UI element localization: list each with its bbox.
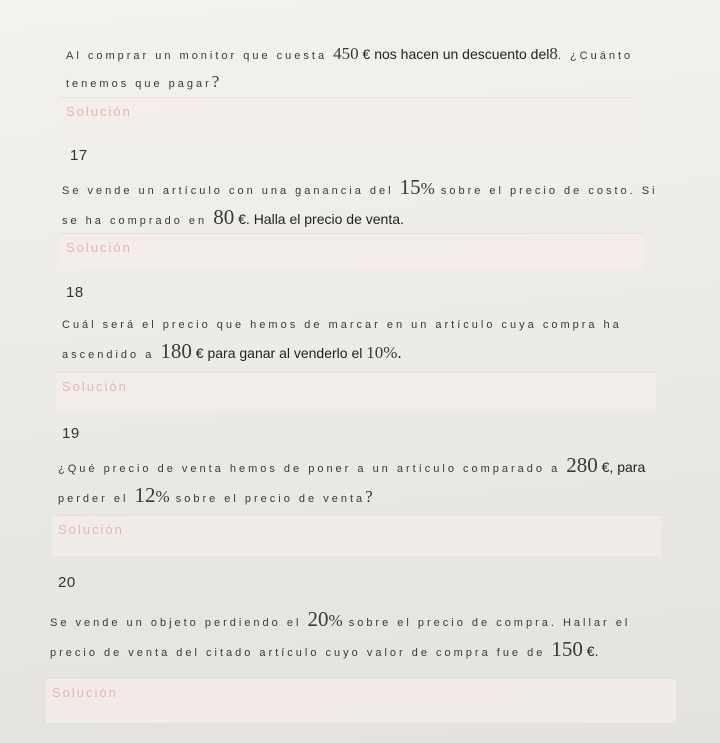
problem-text: Se vende un objeto perdiendo el 20% sobre el precio de compra. Hallar el precio de venta del citado artículo cuyo valor de compra fue de 150 €. (50, 607, 631, 661)
exercise-number: 19 (62, 425, 80, 442)
solution-label: Solución (66, 104, 132, 119)
solution-label: Solución (66, 240, 132, 255)
problem-text: Cuál será el precio que hemos de marcar en un artículo cuya compra ha ascendido a 180 € para ganar al venderlo el 10%. (62, 319, 622, 363)
solution-box[interactable] (56, 372, 656, 411)
problem-text: Se vende un artículo con una ganancia del 15% sobre el precio de costo. Si se ha comprado en 80 €. Halla el precio de venta. (62, 175, 658, 229)
solution-label: Solución (58, 522, 124, 537)
problem-text: Al comprar un monitor que cuesta 450 € nos hacen un descuento del8. ¿Cuánto tenemos que pagar? (66, 44, 634, 91)
exercise-number: 17 (70, 147, 88, 164)
solution-box[interactable] (60, 233, 645, 270)
exercise-number: 18 (66, 284, 84, 301)
exercise-number: 20 (58, 574, 76, 591)
solution-label: Solución (62, 379, 128, 394)
solution-box[interactable] (60, 97, 635, 134)
solution-label: Solución (52, 685, 118, 700)
problem-text: ¿Qué precio de venta hemos de poner a un artículo comparado a 280 €, para perder el 12% sobre el precio de venta? (58, 453, 646, 507)
solution-box[interactable] (52, 515, 662, 556)
solution-box[interactable] (46, 678, 676, 723)
